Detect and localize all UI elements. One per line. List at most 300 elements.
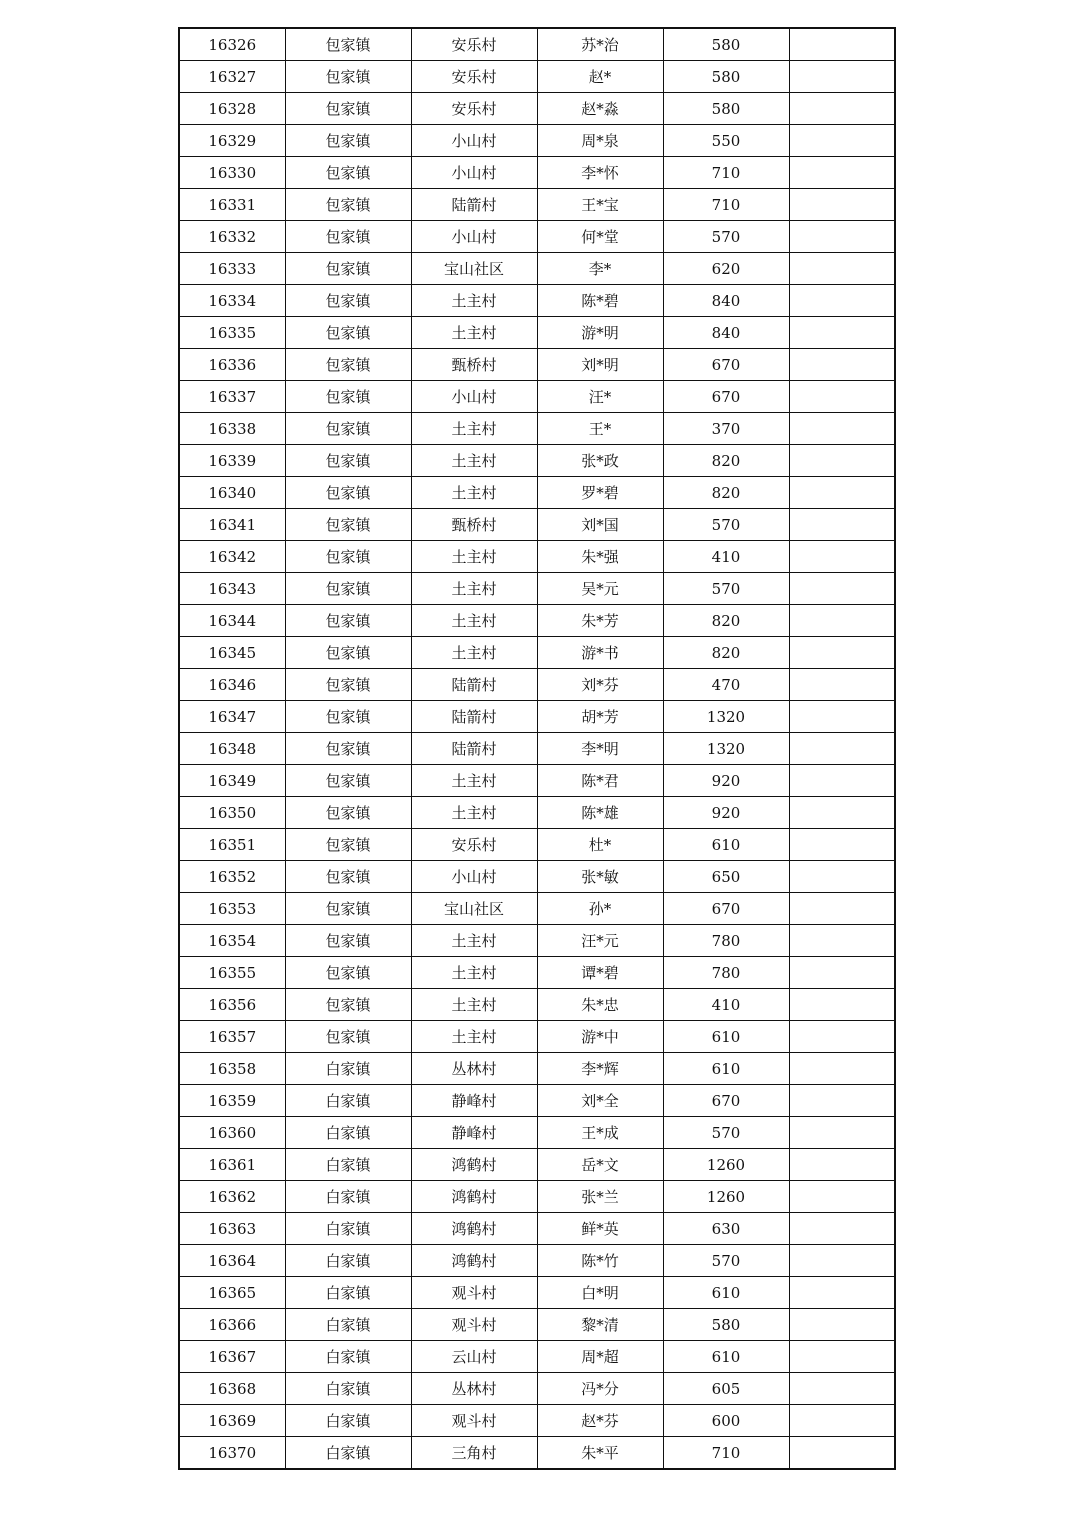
cell-note bbox=[789, 829, 895, 861]
cell-name: 周*泉 bbox=[537, 125, 663, 157]
cell-name: 王* bbox=[537, 413, 663, 445]
cell-amount: 840 bbox=[663, 317, 789, 349]
table-row bbox=[179, 285, 895, 317]
cell-note bbox=[789, 1405, 895, 1437]
cell-note bbox=[789, 797, 895, 829]
cell-name: 吴*元 bbox=[537, 573, 663, 605]
cell-town: 包家镇 bbox=[285, 733, 411, 765]
table-row bbox=[179, 893, 895, 925]
cell-village: 土主村 bbox=[411, 477, 537, 509]
cell-note bbox=[789, 637, 895, 669]
cell-amount: 470 bbox=[663, 669, 789, 701]
table-row bbox=[179, 349, 895, 381]
table-row bbox=[179, 957, 895, 989]
cell-town: 包家镇 bbox=[285, 605, 411, 637]
cell-name: 苏*治 bbox=[537, 28, 663, 61]
cell-village: 陆箭村 bbox=[411, 701, 537, 733]
cell-note bbox=[789, 93, 895, 125]
cell-amount: 650 bbox=[663, 861, 789, 893]
cell-amount: 410 bbox=[663, 989, 789, 1021]
cell-name: 胡*芳 bbox=[537, 701, 663, 733]
cell-serial-number: 16348 bbox=[179, 733, 285, 765]
cell-amount: 820 bbox=[663, 637, 789, 669]
cell-village: 丛林村 bbox=[411, 1373, 537, 1405]
cell-note bbox=[789, 253, 895, 285]
cell-note bbox=[789, 509, 895, 541]
cell-note bbox=[789, 1245, 895, 1277]
cell-name: 陈*碧 bbox=[537, 285, 663, 317]
cell-amount: 1320 bbox=[663, 733, 789, 765]
cell-note bbox=[789, 1373, 895, 1405]
cell-serial-number: 16333 bbox=[179, 253, 285, 285]
table-row bbox=[179, 829, 895, 861]
cell-note bbox=[789, 125, 895, 157]
cell-town: 包家镇 bbox=[285, 61, 411, 93]
cell-serial-number: 16334 bbox=[179, 285, 285, 317]
cell-name: 白*明 bbox=[537, 1277, 663, 1309]
cell-amount: 630 bbox=[663, 1213, 789, 1245]
cell-serial-number: 16331 bbox=[179, 189, 285, 221]
cell-village: 安乐村 bbox=[411, 93, 537, 125]
table-row bbox=[179, 477, 895, 509]
cell-village: 陆箭村 bbox=[411, 733, 537, 765]
cell-serial-number: 16337 bbox=[179, 381, 285, 413]
cell-village: 土主村 bbox=[411, 317, 537, 349]
cell-name: 李* bbox=[537, 253, 663, 285]
table-row bbox=[179, 1405, 895, 1437]
cell-amount: 570 bbox=[663, 573, 789, 605]
cell-serial-number: 16332 bbox=[179, 221, 285, 253]
cell-town: 包家镇 bbox=[285, 957, 411, 989]
cell-note bbox=[789, 349, 895, 381]
table-row bbox=[179, 1213, 895, 1245]
cell-town: 白家镇 bbox=[285, 1117, 411, 1149]
cell-serial-number: 16370 bbox=[179, 1437, 285, 1470]
cell-note bbox=[789, 1309, 895, 1341]
table-row bbox=[179, 93, 895, 125]
table-row bbox=[179, 541, 895, 573]
cell-village: 土主村 bbox=[411, 285, 537, 317]
cell-town: 包家镇 bbox=[285, 701, 411, 733]
cell-note bbox=[789, 1277, 895, 1309]
table-row bbox=[179, 381, 895, 413]
cell-amount: 920 bbox=[663, 765, 789, 797]
cell-serial-number: 16362 bbox=[179, 1181, 285, 1213]
cell-name: 陈*竹 bbox=[537, 1245, 663, 1277]
cell-town: 包家镇 bbox=[285, 861, 411, 893]
table-row bbox=[179, 1181, 895, 1213]
cell-name: 刘*全 bbox=[537, 1085, 663, 1117]
cell-note bbox=[789, 221, 895, 253]
cell-serial-number: 16351 bbox=[179, 829, 285, 861]
cell-amount: 410 bbox=[663, 541, 789, 573]
table-row bbox=[179, 1373, 895, 1405]
cell-name: 李*辉 bbox=[537, 1053, 663, 1085]
table-row bbox=[179, 509, 895, 541]
cell-note bbox=[789, 925, 895, 957]
cell-serial-number: 16335 bbox=[179, 317, 285, 349]
cell-name: 张*兰 bbox=[537, 1181, 663, 1213]
cell-serial-number: 16365 bbox=[179, 1277, 285, 1309]
cell-town: 包家镇 bbox=[285, 189, 411, 221]
cell-name: 刘*芬 bbox=[537, 669, 663, 701]
cell-town: 包家镇 bbox=[285, 93, 411, 125]
cell-amount: 710 bbox=[663, 189, 789, 221]
table-row bbox=[179, 1021, 895, 1053]
cell-note bbox=[789, 445, 895, 477]
cell-serial-number: 16341 bbox=[179, 509, 285, 541]
cell-village: 云山村 bbox=[411, 1341, 537, 1373]
cell-name: 刘*明 bbox=[537, 349, 663, 381]
cell-name: 陈*雄 bbox=[537, 797, 663, 829]
cell-amount: 820 bbox=[663, 605, 789, 637]
cell-amount: 550 bbox=[663, 125, 789, 157]
cell-amount: 610 bbox=[663, 1277, 789, 1309]
table-row bbox=[179, 605, 895, 637]
cell-town: 包家镇 bbox=[285, 541, 411, 573]
cell-village: 陆箭村 bbox=[411, 669, 537, 701]
cell-village: 安乐村 bbox=[411, 829, 537, 861]
cell-amount: 670 bbox=[663, 893, 789, 925]
cell-town: 包家镇 bbox=[285, 893, 411, 925]
table-row bbox=[179, 1245, 895, 1277]
cell-village: 土主村 bbox=[411, 925, 537, 957]
cell-amount: 610 bbox=[663, 829, 789, 861]
cell-note bbox=[789, 733, 895, 765]
cell-serial-number: 16366 bbox=[179, 1309, 285, 1341]
cell-amount: 670 bbox=[663, 381, 789, 413]
cell-village: 观斗村 bbox=[411, 1277, 537, 1309]
cell-name: 游*明 bbox=[537, 317, 663, 349]
cell-amount: 920 bbox=[663, 797, 789, 829]
cell-village: 宝山社区 bbox=[411, 893, 537, 925]
cell-amount: 670 bbox=[663, 349, 789, 381]
cell-name: 游*书 bbox=[537, 637, 663, 669]
cell-amount: 600 bbox=[663, 1405, 789, 1437]
cell-name: 周*超 bbox=[537, 1341, 663, 1373]
cell-amount: 620 bbox=[663, 253, 789, 285]
cell-serial-number: 16345 bbox=[179, 637, 285, 669]
table-row bbox=[179, 61, 895, 93]
cell-amount: 710 bbox=[663, 157, 789, 189]
table-row bbox=[179, 253, 895, 285]
cell-note bbox=[789, 28, 895, 61]
cell-town: 包家镇 bbox=[285, 221, 411, 253]
cell-town: 包家镇 bbox=[285, 253, 411, 285]
cell-name: 汪*元 bbox=[537, 925, 663, 957]
cell-serial-number: 16339 bbox=[179, 445, 285, 477]
cell-amount: 610 bbox=[663, 1021, 789, 1053]
cell-town: 白家镇 bbox=[285, 1277, 411, 1309]
cell-serial-number: 16357 bbox=[179, 1021, 285, 1053]
cell-name: 赵*芬 bbox=[537, 1405, 663, 1437]
table-row bbox=[179, 125, 895, 157]
cell-note bbox=[789, 189, 895, 221]
cell-town: 包家镇 bbox=[285, 637, 411, 669]
table-row bbox=[179, 1309, 895, 1341]
cell-amount: 610 bbox=[663, 1053, 789, 1085]
cell-amount: 580 bbox=[663, 1309, 789, 1341]
cell-town: 包家镇 bbox=[285, 445, 411, 477]
cell-name: 罗*碧 bbox=[537, 477, 663, 509]
cell-village: 小山村 bbox=[411, 125, 537, 157]
cell-note bbox=[789, 1181, 895, 1213]
cell-serial-number: 16349 bbox=[179, 765, 285, 797]
cell-amount: 580 bbox=[663, 61, 789, 93]
cell-name: 赵*淼 bbox=[537, 93, 663, 125]
cell-village: 土主村 bbox=[411, 765, 537, 797]
cell-name: 朱*忠 bbox=[537, 989, 663, 1021]
cell-name: 冯*分 bbox=[537, 1373, 663, 1405]
cell-note bbox=[789, 1149, 895, 1181]
cell-name: 孙* bbox=[537, 893, 663, 925]
cell-town: 包家镇 bbox=[285, 765, 411, 797]
cell-town: 包家镇 bbox=[285, 477, 411, 509]
cell-amount: 580 bbox=[663, 28, 789, 61]
cell-town: 白家镇 bbox=[285, 1245, 411, 1277]
cell-serial-number: 16340 bbox=[179, 477, 285, 509]
cell-serial-number: 16347 bbox=[179, 701, 285, 733]
cell-town: 包家镇 bbox=[285, 509, 411, 541]
table-row bbox=[179, 573, 895, 605]
cell-village: 丛林村 bbox=[411, 1053, 537, 1085]
cell-town: 包家镇 bbox=[285, 573, 411, 605]
cell-serial-number: 16330 bbox=[179, 157, 285, 189]
cell-village: 土主村 bbox=[411, 605, 537, 637]
cell-amount: 1260 bbox=[663, 1149, 789, 1181]
cell-amount: 610 bbox=[663, 1341, 789, 1373]
cell-note bbox=[789, 669, 895, 701]
cell-serial-number: 16353 bbox=[179, 893, 285, 925]
cell-town: 包家镇 bbox=[285, 285, 411, 317]
cell-town: 包家镇 bbox=[285, 797, 411, 829]
cell-note bbox=[789, 1021, 895, 1053]
cell-village: 小山村 bbox=[411, 381, 537, 413]
table-row bbox=[179, 1053, 895, 1085]
cell-town: 包家镇 bbox=[285, 381, 411, 413]
table-row bbox=[179, 317, 895, 349]
cell-note bbox=[789, 701, 895, 733]
cell-amount: 780 bbox=[663, 925, 789, 957]
table-row bbox=[179, 413, 895, 445]
cell-name: 王*成 bbox=[537, 1117, 663, 1149]
cell-note bbox=[789, 381, 895, 413]
cell-note bbox=[789, 317, 895, 349]
cell-village: 土主村 bbox=[411, 413, 537, 445]
cell-amount: 570 bbox=[663, 1245, 789, 1277]
data-table bbox=[178, 27, 896, 1470]
cell-name: 朱*平 bbox=[537, 1437, 663, 1470]
table-row bbox=[179, 157, 895, 189]
cell-name: 赵* bbox=[537, 61, 663, 93]
cell-serial-number: 16327 bbox=[179, 61, 285, 93]
cell-name: 朱*芳 bbox=[537, 605, 663, 637]
cell-serial-number: 16352 bbox=[179, 861, 285, 893]
cell-name: 李*怀 bbox=[537, 157, 663, 189]
cell-name: 汪* bbox=[537, 381, 663, 413]
cell-village: 土主村 bbox=[411, 541, 537, 573]
cell-village: 土主村 bbox=[411, 957, 537, 989]
cell-serial-number: 16326 bbox=[179, 28, 285, 61]
cell-serial-number: 16329 bbox=[179, 125, 285, 157]
cell-village: 土主村 bbox=[411, 573, 537, 605]
cell-serial-number: 16363 bbox=[179, 1213, 285, 1245]
table-row bbox=[179, 797, 895, 829]
cell-town: 包家镇 bbox=[285, 317, 411, 349]
cell-note bbox=[789, 285, 895, 317]
cell-village: 鸿鹤村 bbox=[411, 1149, 537, 1181]
cell-town: 包家镇 bbox=[285, 125, 411, 157]
cell-village: 静峰村 bbox=[411, 1085, 537, 1117]
table-row bbox=[179, 1149, 895, 1181]
cell-serial-number: 16359 bbox=[179, 1085, 285, 1117]
cell-town: 白家镇 bbox=[285, 1437, 411, 1470]
cell-name: 游*中 bbox=[537, 1021, 663, 1053]
cell-name: 陈*君 bbox=[537, 765, 663, 797]
cell-village: 鸿鹤村 bbox=[411, 1181, 537, 1213]
cell-note bbox=[789, 1213, 895, 1245]
cell-town: 包家镇 bbox=[285, 829, 411, 861]
cell-town: 包家镇 bbox=[285, 669, 411, 701]
cell-serial-number: 16356 bbox=[179, 989, 285, 1021]
table-row bbox=[179, 925, 895, 957]
cell-village: 观斗村 bbox=[411, 1405, 537, 1437]
cell-note bbox=[789, 861, 895, 893]
cell-name: 刘*国 bbox=[537, 509, 663, 541]
cell-serial-number: 16344 bbox=[179, 605, 285, 637]
cell-amount: 780 bbox=[663, 957, 789, 989]
cell-village: 小山村 bbox=[411, 157, 537, 189]
cell-village: 土主村 bbox=[411, 637, 537, 669]
table-row bbox=[179, 445, 895, 477]
table-row bbox=[179, 861, 895, 893]
cell-name: 何*堂 bbox=[537, 221, 663, 253]
cell-village: 鸿鹤村 bbox=[411, 1245, 537, 1277]
cell-note bbox=[789, 1053, 895, 1085]
cell-town: 白家镇 bbox=[285, 1341, 411, 1373]
cell-town: 白家镇 bbox=[285, 1373, 411, 1405]
table-row bbox=[179, 637, 895, 669]
cell-note bbox=[789, 1085, 895, 1117]
cell-note bbox=[789, 765, 895, 797]
cell-village: 土主村 bbox=[411, 989, 537, 1021]
table-row bbox=[179, 1277, 895, 1309]
table-row bbox=[179, 221, 895, 253]
cell-village: 小山村 bbox=[411, 861, 537, 893]
cell-serial-number: 16369 bbox=[179, 1405, 285, 1437]
cell-note bbox=[789, 1437, 895, 1470]
cell-note bbox=[789, 1341, 895, 1373]
cell-amount: 570 bbox=[663, 221, 789, 253]
cell-amount: 670 bbox=[663, 1085, 789, 1117]
table-row bbox=[179, 189, 895, 221]
cell-serial-number: 16346 bbox=[179, 669, 285, 701]
cell-town: 包家镇 bbox=[285, 349, 411, 381]
cell-serial-number: 16350 bbox=[179, 797, 285, 829]
cell-amount: 570 bbox=[663, 1117, 789, 1149]
table-row bbox=[179, 28, 895, 61]
cell-note bbox=[789, 477, 895, 509]
cell-serial-number: 16361 bbox=[179, 1149, 285, 1181]
cell-village: 土主村 bbox=[411, 797, 537, 829]
cell-town: 白家镇 bbox=[285, 1405, 411, 1437]
cell-name: 张*政 bbox=[537, 445, 663, 477]
cell-note bbox=[789, 1117, 895, 1149]
cell-town: 白家镇 bbox=[285, 1213, 411, 1245]
cell-amount: 1320 bbox=[663, 701, 789, 733]
cell-note bbox=[789, 605, 895, 637]
cell-amount: 820 bbox=[663, 477, 789, 509]
cell-amount: 710 bbox=[663, 1437, 789, 1470]
cell-town: 包家镇 bbox=[285, 28, 411, 61]
cell-serial-number: 16336 bbox=[179, 349, 285, 381]
cell-town: 包家镇 bbox=[285, 1021, 411, 1053]
cell-town: 包家镇 bbox=[285, 925, 411, 957]
cell-town: 白家镇 bbox=[285, 1149, 411, 1181]
cell-amount: 840 bbox=[663, 285, 789, 317]
cell-note bbox=[789, 957, 895, 989]
cell-name: 谭*碧 bbox=[537, 957, 663, 989]
cell-serial-number: 16343 bbox=[179, 573, 285, 605]
cell-serial-number: 16328 bbox=[179, 93, 285, 125]
cell-town: 包家镇 bbox=[285, 989, 411, 1021]
cell-note bbox=[789, 989, 895, 1021]
cell-note bbox=[789, 413, 895, 445]
table-row bbox=[179, 1117, 895, 1149]
cell-name: 杜* bbox=[537, 829, 663, 861]
cell-serial-number: 16364 bbox=[179, 1245, 285, 1277]
cell-serial-number: 16367 bbox=[179, 1341, 285, 1373]
table-row bbox=[179, 989, 895, 1021]
cell-village: 土主村 bbox=[411, 1021, 537, 1053]
cell-serial-number: 16338 bbox=[179, 413, 285, 445]
cell-village: 观斗村 bbox=[411, 1309, 537, 1341]
cell-village: 宝山社区 bbox=[411, 253, 537, 285]
cell-name: 王*宝 bbox=[537, 189, 663, 221]
cell-town: 白家镇 bbox=[285, 1085, 411, 1117]
cell-village: 土主村 bbox=[411, 445, 537, 477]
cell-amount: 605 bbox=[663, 1373, 789, 1405]
cell-name: 张*敏 bbox=[537, 861, 663, 893]
cell-name: 黎*清 bbox=[537, 1309, 663, 1341]
table-row bbox=[179, 1341, 895, 1373]
cell-serial-number: 16358 bbox=[179, 1053, 285, 1085]
cell-name: 李*明 bbox=[537, 733, 663, 765]
cell-serial-number: 16368 bbox=[179, 1373, 285, 1405]
cell-name: 岳*文 bbox=[537, 1149, 663, 1181]
cell-amount: 570 bbox=[663, 509, 789, 541]
cell-amount: 370 bbox=[663, 413, 789, 445]
table-row bbox=[179, 1085, 895, 1117]
cell-village: 小山村 bbox=[411, 221, 537, 253]
table-row bbox=[179, 765, 895, 797]
cell-town: 白家镇 bbox=[285, 1053, 411, 1085]
cell-note bbox=[789, 541, 895, 573]
cell-town: 包家镇 bbox=[285, 413, 411, 445]
cell-note bbox=[789, 893, 895, 925]
cell-village: 安乐村 bbox=[411, 28, 537, 61]
cell-serial-number: 16360 bbox=[179, 1117, 285, 1149]
cell-note bbox=[789, 573, 895, 605]
table-row bbox=[179, 669, 895, 701]
cell-village: 三角村 bbox=[411, 1437, 537, 1470]
cell-village: 安乐村 bbox=[411, 61, 537, 93]
cell-note bbox=[789, 157, 895, 189]
table-row bbox=[179, 701, 895, 733]
cell-amount: 820 bbox=[663, 445, 789, 477]
cell-serial-number: 16342 bbox=[179, 541, 285, 573]
cell-serial-number: 16354 bbox=[179, 925, 285, 957]
